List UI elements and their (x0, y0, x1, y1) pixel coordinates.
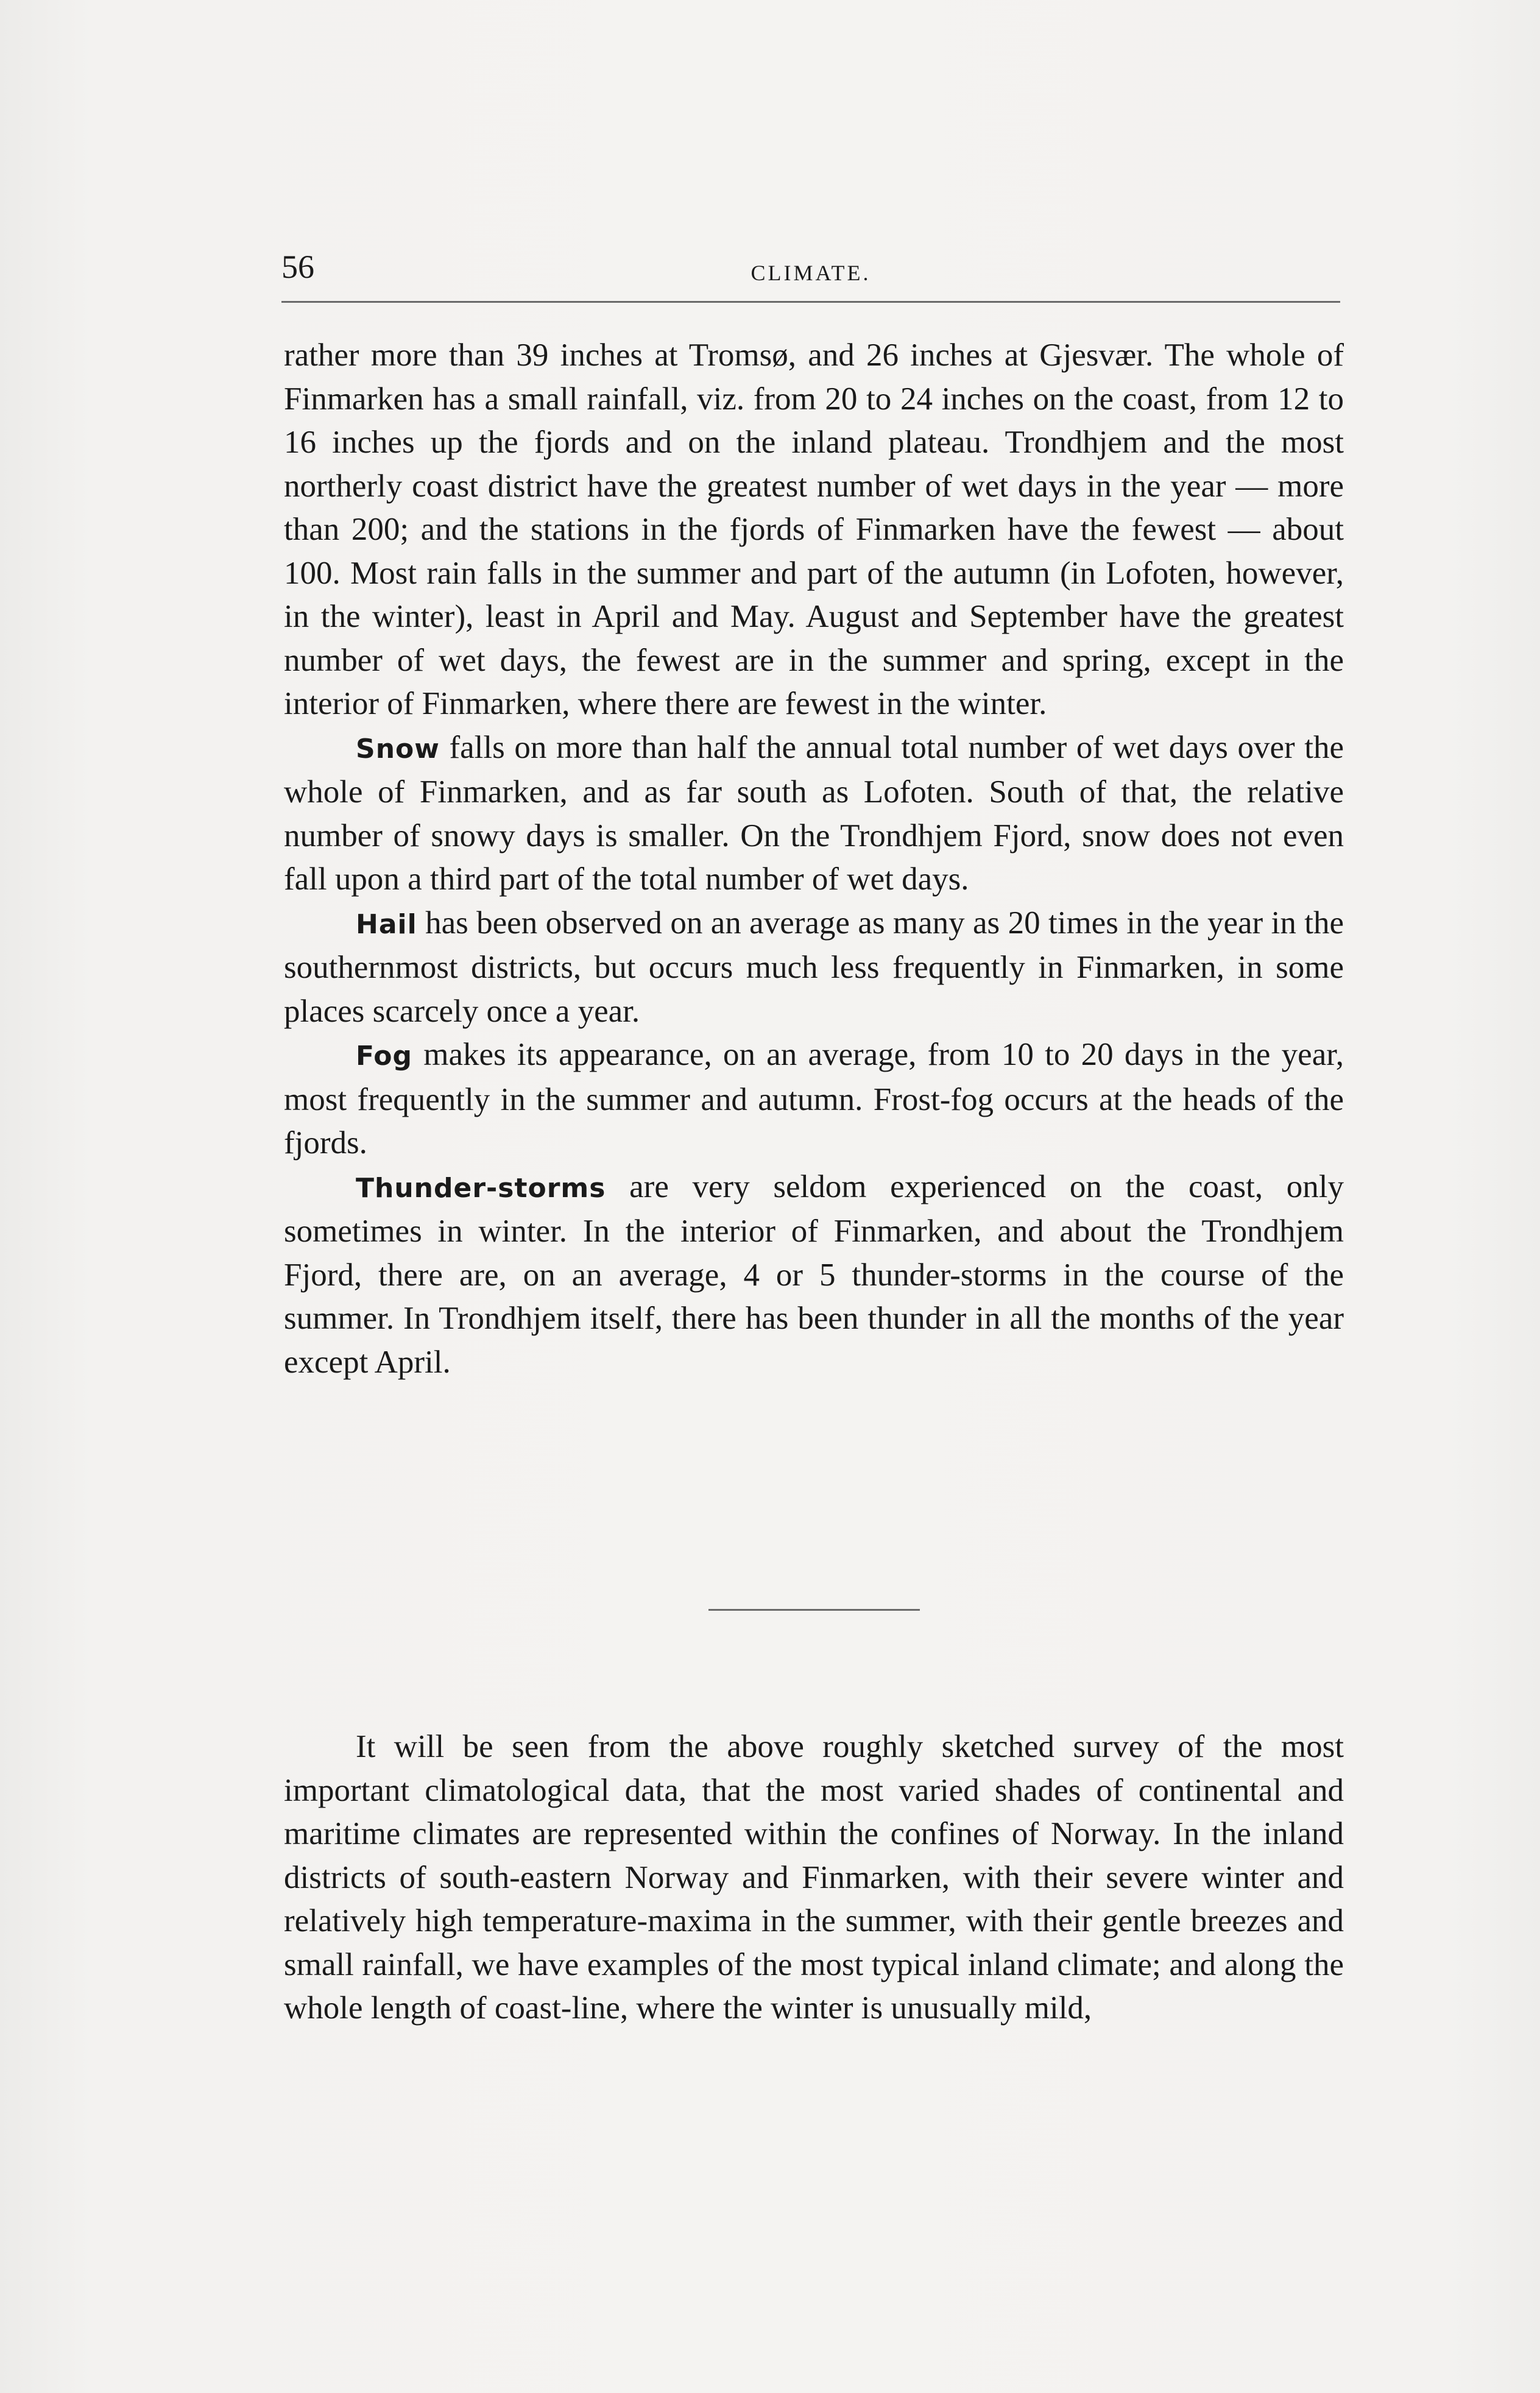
thunder-storms-heading: Thunder-storms (356, 1172, 606, 1204)
hail-heading: Hail (356, 908, 417, 940)
running-title: CLIMATE. (751, 261, 871, 285)
paragraph-hail (284, 902, 1344, 1034)
section-divider (708, 1609, 920, 1611)
page-header (281, 245, 1340, 303)
text-block-summary (284, 1725, 1344, 2031)
paragraph-fog (284, 1033, 1344, 1165)
snow-text: falls on more than half the annual total number of wet days over the whole of Finmarken, and as far south as Lofoten. South of that, the relative number of snowy days is smaller. On the Trondhjem Fjord, snow does not even fall upon a third part of the total number of wet days. (284, 729, 1344, 897)
page-number: 56 (281, 249, 314, 285)
paragraph-thunder (284, 1165, 1344, 1385)
paragraph-rainfall: rather more than 39 inches at Tromsø, and 26 inches at Gjesvær. The whole of Finmarken has a small rainfall, viz. from 20 to 24 inches on the coast, from 12 to 16 inches up the fjords and on the inland plateau. Trondhjem and the most northerly coast district have the greatest number of wet days in the year — more than 200; and the stations in the fjords of Finmarken have the fewest — about 100. Most rain falls in the summer and part of the autumn (in Lofoten, however, in the winter), least in April and May. August and September have the greatest number of wet days, the fewest are in the summer and spring, except in the interior of Finmarken, where there are fewest in the winter. (284, 338, 1344, 721)
fog-text: makes its appearance, on an average, from 10 to 20 days in the year, most frequently in the summer and autumn. Frost-fog occurs at the heads of the fjords. (284, 1037, 1344, 1161)
snow-heading: Snow (356, 733, 440, 765)
thunder-storms-text: are very seldom experienced on the coast, only sometimes in winter. In the interior of Finmarken, and about the Trondhjem Fjord, there are, on an average, 4 or 5 thunder-storms in the course of the summer. In Trondhjem itself, there has been thunder in all the months of the year except April. (284, 1168, 1344, 1380)
text-block-precipitation (284, 334, 1344, 1384)
fog-heading: Fog (356, 1041, 412, 1072)
hail-text: has been observed on an average as many as 20 times in the year in the southernmost districts, but occurs much less frequently in Finmarken, in some places scarcely once a year. (284, 905, 1344, 1029)
paragraph-summary: It will be seen from the above roughly sketched survey of the most important climatological data, that the most varied shades of continental and maritime climates are represented within the confines of Norway. In the inland districts of south-eastern Norway and Finmarken, with their severe winter and relatively high temperature-maxima in the summer, with their gentle breezes and small rainfall, we have examples of the most typical inland climate; and along the whole length of coast-line, where the winter is unusually mild, (284, 1729, 1344, 2026)
paragraph-snow (284, 726, 1344, 902)
